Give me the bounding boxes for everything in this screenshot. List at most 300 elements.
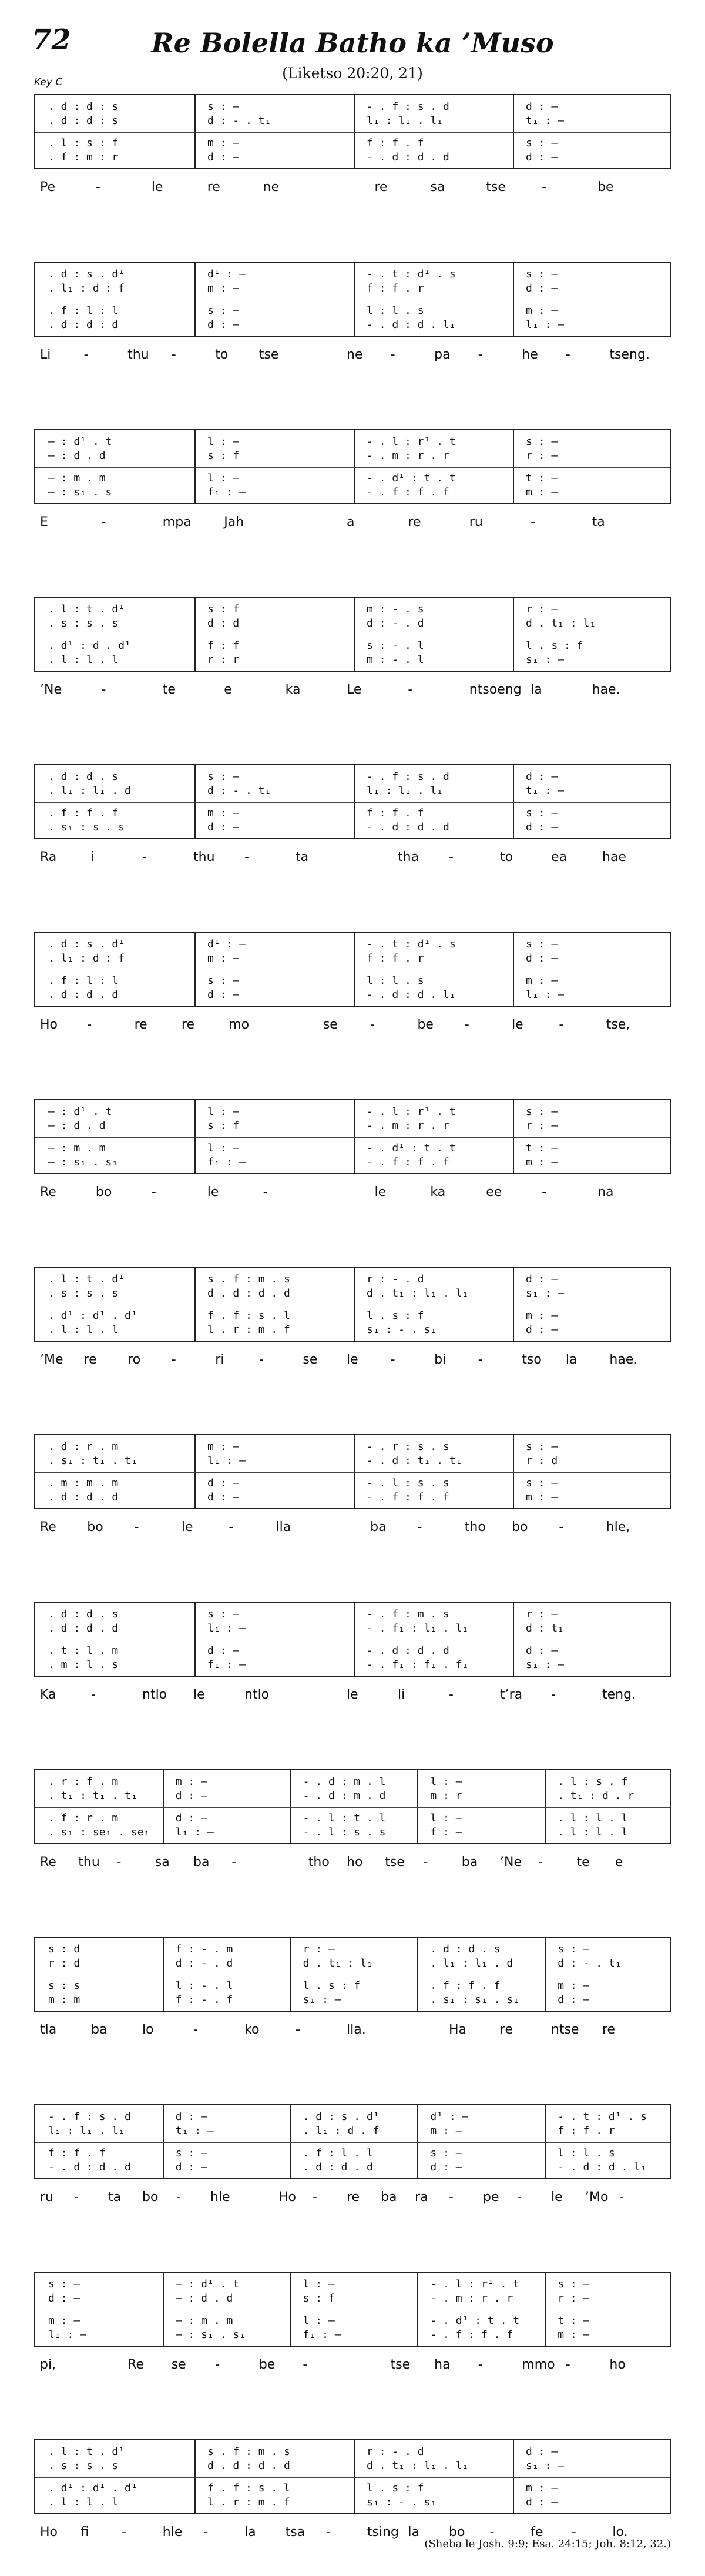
solfa-notes: l : — <box>303 2278 335 2290</box>
lyric-syllable: - <box>565 2357 570 2372</box>
solfa-notes: l . s : f <box>367 2482 424 2494</box>
music-system <box>34 1434 671 1545</box>
staff <box>34 764 671 839</box>
solfa-notes: . t₁ : t₁ . t₁ <box>48 1790 137 1802</box>
lyric-syllable: tho <box>464 1520 486 1535</box>
solfa-notes: . l₁ : d : f <box>48 282 125 294</box>
lyric-syllable: - <box>449 2190 454 2205</box>
music-system <box>34 764 671 875</box>
solfa-notes: s : — <box>526 137 558 149</box>
lyric-syllable: la <box>244 2525 256 2540</box>
solfa-notes: — : m . m <box>48 472 106 484</box>
lyric-syllable: ro <box>127 1352 141 1367</box>
solfa-notes: - . l : r¹ . t <box>430 2278 520 2290</box>
lyric-syllable: - <box>417 1520 422 1535</box>
lyric-syllable: - <box>83 347 89 362</box>
lyric-syllable: e <box>224 682 232 697</box>
lyric-syllable: pe <box>483 2190 499 2205</box>
solfa-notes: f : - . m <box>175 1943 233 1955</box>
solfa-notes: . d : d . s <box>48 1608 119 1620</box>
solfa-notes: d : — <box>558 1994 590 2006</box>
bar-line <box>354 430 355 503</box>
lyric-syllable: a <box>347 515 355 530</box>
lyric-syllable: - <box>326 2525 331 2540</box>
solfa-notes: - . f : m . s <box>367 1608 449 1620</box>
solfa-notes: - . d : d . d <box>367 1644 449 1657</box>
lyric-syllable: - <box>478 347 483 362</box>
bar-line <box>163 2105 164 2178</box>
lyric-syllable: - <box>176 2190 181 2205</box>
solfa-notes: f : f . f <box>48 2147 106 2159</box>
solfa-notes: . l : l . l <box>48 1324 119 1336</box>
solfa-notes: s : — <box>526 268 558 280</box>
lyric-syllable: - <box>91 1687 96 1702</box>
solfa-notes: m : — <box>207 1441 240 1453</box>
solfa-notes: — : s₁ . s₁ <box>175 2329 246 2341</box>
solfa-notes: . l₁ : d . f <box>303 2125 380 2137</box>
lyric-syllable: - <box>571 2525 576 2540</box>
solfa-notes: — : s₁ . s₁ <box>48 1156 119 1168</box>
solfa-notes: - . f : f . f <box>367 486 449 498</box>
solfa-notes: - . m : r . r <box>367 450 449 462</box>
solfa-notes: - . f : s . d <box>367 771 449 783</box>
lyric-syllable: - <box>171 347 176 362</box>
solfa-notes: s : — <box>526 807 558 819</box>
bar-line <box>194 1435 196 1508</box>
solfa-notes: - . d : d . d <box>48 2161 131 2173</box>
solfa-notes: — : d . d <box>48 1120 106 1132</box>
bar-line <box>354 1603 355 1676</box>
solfa-notes: - . f₁ : l₁ . l₁ <box>367 1622 469 1634</box>
solfa-notes: m : — <box>175 1776 207 1788</box>
lyric-syllable: teng. <box>602 1687 636 1702</box>
solfa-notes: . l₁ : d : f <box>48 952 125 964</box>
lyric-syllable: ru <box>40 2190 53 2205</box>
lyric-syllable: - <box>87 1017 92 1032</box>
solfa-notes: f : - . f <box>175 1994 233 2006</box>
solfa-notes: l : — <box>430 1812 462 1824</box>
solfa-notes: s : — <box>526 1441 558 1453</box>
lyric-syllable: bo <box>95 1185 112 1200</box>
solfa-notes: m : — <box>430 2125 462 2137</box>
solfa-notes: . f : l : l <box>48 974 119 987</box>
solfa-notes: . t₁ : d . r <box>558 1790 634 1802</box>
solfa-notes: m : — <box>207 137 240 149</box>
staff <box>34 2104 671 2179</box>
lyric-syllable: Jah <box>224 515 244 530</box>
lyric-syllable: Re <box>40 1520 56 1535</box>
solfa-notes: s : — <box>175 2147 207 2159</box>
solfa-notes: s : - . l <box>367 639 424 652</box>
solfa-notes: l : — <box>303 2314 335 2327</box>
solfa-notes: s₁ : — <box>526 1287 565 1299</box>
bar-line <box>417 2105 418 2178</box>
staff <box>34 597 671 672</box>
staff <box>34 1602 671 1677</box>
lyric-syllable: ho <box>347 1855 363 1870</box>
solfa-notes: . l : l . l <box>558 1812 628 1824</box>
music-system <box>34 2104 671 2215</box>
music-system <box>34 2439 671 2550</box>
solfa-notes: . d : d . d <box>303 2161 373 2173</box>
bar-line <box>354 2440 355 2513</box>
solfa-notes: — : m . m <box>48 1142 106 1154</box>
lyric-syllable: - <box>142 850 147 865</box>
hymn-title: Re Bolella Batho ka ’Muso <box>151 27 554 59</box>
solfa-notes: s : f <box>207 1120 240 1132</box>
solfa-notes: s : — <box>526 436 558 448</box>
music-system <box>34 932 671 1042</box>
lyric-syllable: to <box>215 347 229 362</box>
solfa-notes: f . f : s . l <box>207 1309 290 1322</box>
solfa-notes: m : — <box>207 952 240 964</box>
solfa-notes: r : - . d <box>367 2446 424 2458</box>
solfa-notes: s : — <box>207 304 240 317</box>
solfa-notes: — : d¹ . t <box>48 436 112 448</box>
lyric-syllable: le <box>181 1520 193 1535</box>
solfa-notes: d : - . t₁ <box>207 785 271 797</box>
lyric-syllable: tsa <box>285 2525 306 2540</box>
solfa-notes: - . d : d . l₁ <box>367 989 456 1001</box>
solfa-notes: l : — <box>207 1106 240 1118</box>
solfa-notes: d . d : d . d <box>207 1287 290 1299</box>
solfa-notes: m : — <box>48 2314 80 2327</box>
lyric-syllable: Re <box>127 2357 144 2372</box>
solfa-notes: d : — <box>526 1644 558 1657</box>
lyric-syllable: hae. <box>609 1352 638 1367</box>
solfa-notes: l₁ : l₁ . l₁ <box>367 785 444 797</box>
solfa-notes: . f : f . f <box>48 807 119 819</box>
solfa-notes: s : — <box>558 1943 590 1955</box>
solfa-notes: . s : s . s <box>48 617 119 629</box>
solfa-notes: - . d¹ : t . t <box>367 472 456 484</box>
lyric-syllable: t’ra <box>500 1687 523 1702</box>
solfa-notes: l : l . s <box>367 974 424 987</box>
solfa-notes: d : — <box>207 821 240 833</box>
lyric-syllable: re <box>374 180 388 195</box>
solfa-notes: l₁ : — <box>526 989 565 1001</box>
lyric-syllable: bo <box>142 2190 159 2205</box>
lyric-syllable: te <box>576 1855 590 1870</box>
bar-line <box>545 1938 546 2011</box>
solfa-notes: d : — <box>430 2161 462 2173</box>
lyric-syllable: - <box>296 2022 300 2037</box>
staff <box>34 2272 671 2347</box>
solfa-notes: t₁ : — <box>526 115 565 127</box>
solfa-notes: - . l : r¹ . t <box>367 1106 456 1118</box>
lyric-syllable: re <box>347 2190 360 2205</box>
lyric-syllable: - <box>134 1520 139 1535</box>
lyric-syllable: - <box>478 1352 483 1367</box>
solfa-notes: . s : s . s <box>48 1287 119 1299</box>
lyric-syllable: - <box>101 515 106 530</box>
lyrics-line <box>34 169 671 205</box>
solfa-notes: . m : m . m <box>48 1477 119 1489</box>
lyric-syllable: tso <box>522 1352 542 1367</box>
lyric-syllable: ri <box>215 1352 224 1367</box>
lyric-syllable: lla. <box>347 2022 366 2037</box>
lyric-syllable: tho <box>308 1855 330 1870</box>
lyric-syllable: Pe <box>40 180 56 195</box>
bar-line <box>513 1100 514 1173</box>
music-system <box>34 1099 671 1210</box>
solfa-notes: d : — <box>48 2292 80 2304</box>
lyrics-line <box>34 1509 671 1545</box>
bar-line <box>354 1268 355 1341</box>
solfa-notes: d¹ : — <box>207 938 246 950</box>
solfa-notes: s : d <box>48 1943 80 1955</box>
solfa-notes: s₁ : — <box>526 1659 565 1671</box>
lyric-syllable: ’Me <box>40 1352 63 1367</box>
bar-line <box>417 1938 418 2011</box>
bar-line <box>513 765 514 838</box>
solfa-notes: l₁ : — <box>526 319 565 331</box>
lyric-syllable: ne <box>263 180 280 195</box>
solfa-notes: f : f . r <box>367 282 424 294</box>
bar-line <box>545 2105 546 2178</box>
lyric-syllable: bi <box>434 1352 446 1367</box>
lyric-syllable: le <box>374 1185 387 1200</box>
solfa-notes: . d : d . d <box>48 989 119 1001</box>
lyric-syllable: e <box>615 1855 623 1870</box>
solfa-notes: d¹ : — <box>207 268 246 280</box>
solfa-notes: l : — <box>207 436 240 448</box>
solfa-notes: s₁ : - . s₁ <box>367 2496 437 2508</box>
solfa-notes: l₁ : — <box>175 1826 214 1838</box>
hymn-number: 72 <box>32 24 71 56</box>
lyric-syllable: - <box>370 1017 375 1032</box>
solfa-notes: f₁ : — <box>207 1659 246 1671</box>
solfa-notes: s : — <box>207 101 240 113</box>
solfa-notes: f : f . r <box>367 952 424 964</box>
staff <box>34 1937 671 2012</box>
solfa-notes: d : — <box>175 2111 207 2123</box>
solfa-notes: d . d : d . d <box>207 2460 290 2472</box>
staff <box>34 1769 671 1844</box>
solfa-notes: r : d <box>48 1957 80 1969</box>
solfa-notes: m : — <box>526 304 558 317</box>
lyric-syllable: ho <box>609 2357 626 2372</box>
solfa-notes: . s₁ : s₁ . s₁ <box>430 1994 520 2006</box>
lyric-syllable: ka <box>430 1185 446 1200</box>
bar-line <box>194 765 196 838</box>
solfa-notes: d : — <box>526 151 558 163</box>
solfa-notes: - . d¹ : t . t <box>367 1142 456 1154</box>
solfa-notes: t : — <box>526 472 558 484</box>
bar-line <box>354 263 355 336</box>
lyric-syllable: hae <box>602 850 626 865</box>
solfa-notes: d : — <box>526 282 558 294</box>
lyric-syllable: lo <box>142 2022 154 2037</box>
solfa-notes: — : s₁ . s <box>48 486 112 498</box>
solfa-notes: . d¹ : d¹ . d¹ <box>48 2482 137 2494</box>
lyric-syllable: ’Ne <box>40 682 62 697</box>
lyric-syllable: sa <box>430 180 445 195</box>
solfa-notes: f₁ : — <box>207 486 246 498</box>
solfa-notes: s : — <box>207 1608 240 1620</box>
solfa-notes: d : — <box>526 1324 558 1336</box>
bar-line <box>545 1770 546 1843</box>
solfa-notes: m : — <box>526 1309 558 1322</box>
bar-line <box>513 1268 514 1341</box>
lyric-syllable: Ho <box>40 2525 58 2540</box>
bar-line <box>354 765 355 838</box>
solfa-notes: . d : d . d <box>48 1491 119 1503</box>
lyric-syllable: - <box>489 2525 495 2540</box>
lyric-syllable: re <box>134 1017 147 1032</box>
solfa-notes: . d : s . d¹ <box>303 2111 380 2123</box>
solfa-notes: s . f : m . s <box>207 2446 290 2458</box>
lyrics-line <box>34 2012 671 2047</box>
solfa-notes: - . f₁ : f₁ . f₁ <box>367 1659 469 1671</box>
music-system <box>34 1769 671 1880</box>
lyric-syllable: be <box>258 2357 276 2372</box>
solfa-notes: l . s : f <box>526 639 583 652</box>
solfa-notes: d : — <box>175 2161 207 2173</box>
lyric-syllable: re <box>181 1017 195 1032</box>
lyric-syllable: tse <box>385 1855 405 1870</box>
lyric-syllable: i <box>91 850 95 865</box>
lyric-syllable: Ho <box>40 1017 58 1032</box>
lyric-syllable: - <box>215 2357 220 2372</box>
lyric-syllable: - <box>390 1352 395 1367</box>
lyric-syllable: fe <box>531 2525 543 2540</box>
lyric-syllable: thu <box>193 850 215 865</box>
lyric-syllable: le <box>347 1352 358 1367</box>
bar-line <box>545 2273 546 2346</box>
lyric-syllable: ea <box>551 850 568 865</box>
solfa-notes: - . m : r . r <box>430 2292 513 2304</box>
solfa-notes: d : — <box>207 1644 240 1657</box>
bar-line <box>513 2440 514 2513</box>
lyric-syllable: be <box>597 180 614 195</box>
lyrics-line <box>34 2179 671 2215</box>
staff <box>34 1267 671 1342</box>
lyric-syllable: - <box>390 347 395 362</box>
lyric-syllable: re <box>408 515 421 530</box>
lyric-syllable: li <box>398 1687 405 1702</box>
solfa-notes: s : — <box>48 2278 80 2290</box>
lyric-syllable: - <box>229 1520 234 1535</box>
lyric-syllable: ntlo <box>244 1687 270 1702</box>
solfa-notes: - . m : r . r <box>367 1120 449 1132</box>
lyric-syllable: le <box>151 180 163 195</box>
bar-line <box>194 598 196 671</box>
solfa-notes: - . l : s . s <box>303 1826 386 1838</box>
lyric-syllable: re <box>500 2022 513 2037</box>
bar-line <box>290 2105 291 2178</box>
solfa-notes: l . s : f <box>303 1979 361 1992</box>
solfa-notes: - . t : d¹ . s <box>558 2111 647 2123</box>
solfa-notes: d : d <box>207 617 240 629</box>
solfa-notes: r : - . d <box>367 1273 424 1285</box>
solfa-notes: s . f : m . s <box>207 1273 290 1285</box>
hymn-reference: (Liketso 20:20, 21) <box>282 65 423 82</box>
solfa-notes: . r : f . m <box>48 1776 119 1788</box>
solfa-notes: l₁ : — <box>207 1622 246 1634</box>
lyric-syllable: ba <box>91 2022 108 2037</box>
lyric-syllable: - <box>542 180 547 195</box>
lyric-syllable: he <box>522 347 538 362</box>
lyrics-line <box>34 1174 671 1210</box>
solfa-notes: d : — <box>526 771 558 783</box>
lyrics-line <box>34 839 671 875</box>
solfa-notes: l : — <box>207 472 240 484</box>
lyric-syllable: ntlo <box>142 1687 167 1702</box>
solfa-notes: . f : l . l <box>303 2147 373 2159</box>
lyric-syllable: thu <box>78 1855 100 1870</box>
lyric-syllable: tha <box>398 850 419 865</box>
solfa-notes: d : — <box>207 319 240 331</box>
lyric-syllable: re <box>207 180 220 195</box>
lyric-syllable: ba <box>370 1520 387 1535</box>
lyric-syllable: - <box>449 850 454 865</box>
solfa-notes: s₁ : — <box>526 2460 565 2472</box>
solfa-notes: d¹ : — <box>430 2111 469 2123</box>
solfa-notes: l . s : f <box>367 1309 424 1322</box>
solfa-notes: - . d : d . l₁ <box>367 319 456 331</box>
lyrics-line <box>34 1677 671 1712</box>
solfa-notes: d . t₁ : l₁ <box>526 617 596 629</box>
solfa-notes: s : f <box>207 450 240 462</box>
key-signature: Key C <box>34 76 63 88</box>
solfa-notes: . d : d . s <box>430 1943 501 1955</box>
lyric-syllable: Le <box>347 682 362 697</box>
solfa-notes: s : s <box>48 1979 80 1992</box>
lyric-syllable: ha <box>434 2357 451 2372</box>
bar-line <box>194 933 196 1006</box>
solfa-notes: - . t : d¹ . s <box>367 268 456 280</box>
solfa-notes: s : — <box>207 974 240 987</box>
solfa-notes: . l : l . l <box>48 2496 119 2508</box>
solfa-notes: . s₁ : s . s <box>48 821 125 833</box>
lyric-syllable: ra <box>415 2190 428 2205</box>
lyric-syllable: lo. <box>612 2525 628 2540</box>
lyric-syllable: - <box>303 2357 308 2372</box>
lyric-syllable: la <box>565 1352 578 1367</box>
bar-line <box>513 430 514 503</box>
solfa-notes: s : — <box>526 1106 558 1118</box>
solfa-notes: m : r <box>430 1790 462 1802</box>
bar-line <box>163 1938 164 2011</box>
lyrics-line <box>34 1342 671 1377</box>
lyric-syllable: - <box>244 850 249 865</box>
lyric-syllable: - <box>258 1352 264 1367</box>
lyrics-line <box>34 1007 671 1042</box>
solfa-notes: r : — <box>526 1120 558 1132</box>
solfa-notes: d : — <box>526 821 558 833</box>
lyric-syllable: ba <box>381 2190 397 2205</box>
solfa-notes: - . l : r¹ . t <box>367 436 456 448</box>
lyric-syllable: - <box>313 2190 317 2205</box>
staff <box>34 94 671 169</box>
solfa-notes: - . f : f . f <box>367 1156 449 1168</box>
lyric-syllable: bo <box>512 1520 528 1535</box>
solfa-notes: . d : s . d¹ <box>48 938 125 950</box>
solfa-notes: l : — <box>430 1776 462 1788</box>
staff <box>34 1434 671 1509</box>
lyric-syllable: tse <box>258 347 279 362</box>
solfa-notes: t : — <box>558 2314 590 2327</box>
voice-divider <box>35 1472 670 1473</box>
lyric-syllable: tse <box>486 180 506 195</box>
lyric-syllable: le <box>512 1017 523 1032</box>
solfa-notes: — : d . d <box>175 2292 233 2304</box>
solfa-notes: s : — <box>207 771 240 783</box>
lyric-syllable: le <box>193 1687 205 1702</box>
solfa-notes: - . f : f . f <box>430 2329 513 2341</box>
solfa-notes: l . r : m . f <box>207 2496 290 2508</box>
